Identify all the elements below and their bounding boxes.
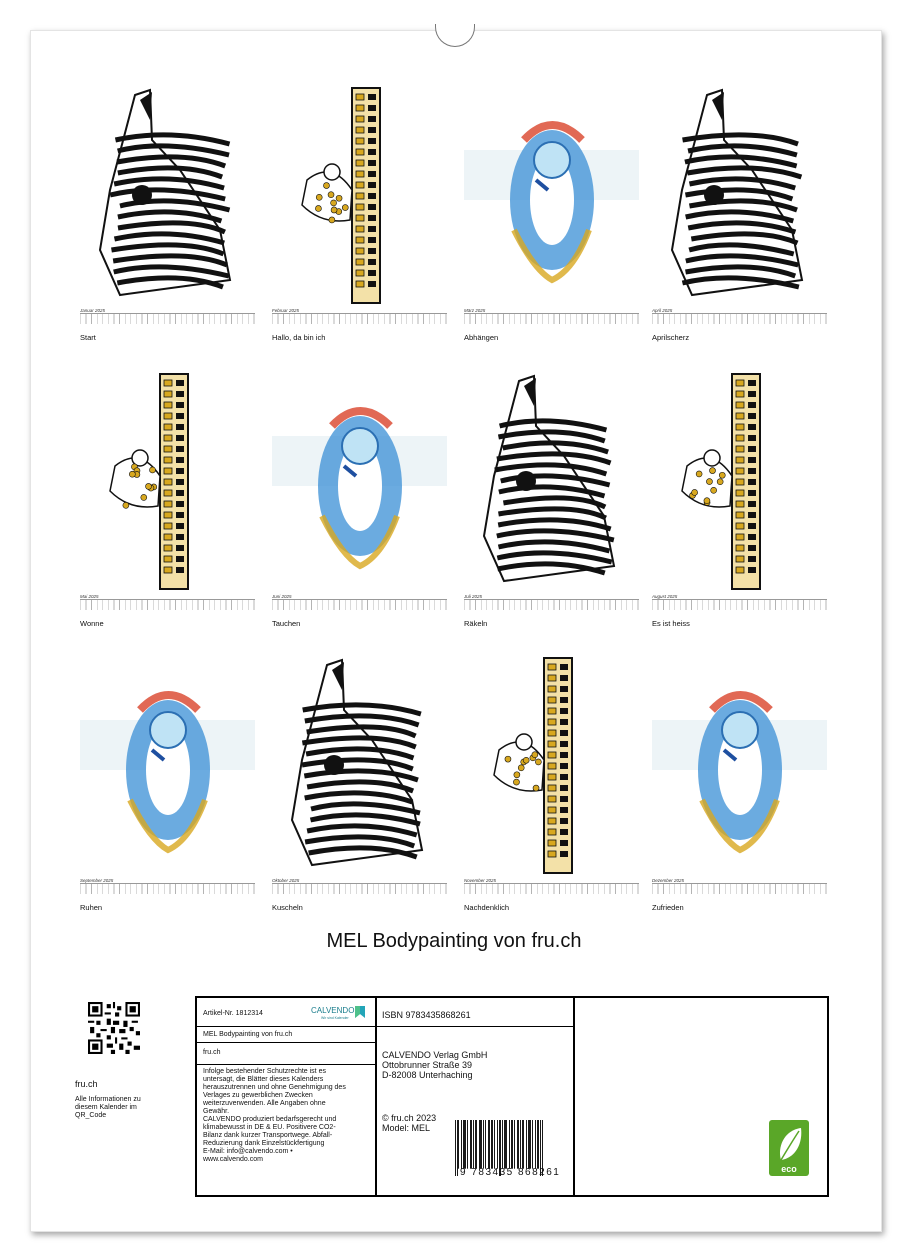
calendar-days bbox=[80, 884, 255, 894]
month-block bbox=[80, 80, 255, 350]
barcode-bar bbox=[479, 1120, 480, 1169]
barcode-bar bbox=[529, 1120, 530, 1169]
month-block bbox=[464, 80, 639, 350]
month-block bbox=[80, 366, 255, 636]
legal-line: Bilanz dank kurzer Transportwege. Abfall- bbox=[203, 1132, 333, 1139]
calendar-days bbox=[464, 314, 639, 324]
calendar-days bbox=[272, 600, 447, 610]
left-author: fru.ch bbox=[75, 1079, 98, 1089]
artikel-row bbox=[197, 998, 375, 1027]
calendar-days bbox=[272, 314, 447, 324]
bodypainting-image bbox=[464, 80, 639, 310]
barcode-bar bbox=[535, 1120, 536, 1169]
calendar-strip bbox=[464, 594, 639, 612]
calendar-strip bbox=[464, 878, 639, 896]
calendar-days bbox=[652, 600, 827, 610]
legal-line: CALVENDO produziert bedarfsgerecht und bbox=[203, 1116, 337, 1123]
publisher-name: CALVENDO Verlag GmbH bbox=[382, 1050, 488, 1060]
barcode-bar bbox=[489, 1120, 490, 1169]
calendar-strip bbox=[80, 878, 255, 896]
barcode-bar bbox=[537, 1120, 538, 1169]
month-name: Oktober 2025 bbox=[272, 878, 300, 883]
month-block bbox=[464, 366, 639, 636]
bodypainting-image bbox=[652, 650, 827, 880]
eco-badge bbox=[769, 1120, 809, 1176]
calendar-strip bbox=[272, 308, 447, 326]
qr-code bbox=[88, 1002, 140, 1054]
month-name: Juni 2025 bbox=[272, 594, 292, 599]
month-block bbox=[464, 650, 639, 920]
barcode-bar bbox=[538, 1120, 539, 1169]
barcode-bar bbox=[491, 1120, 492, 1169]
barcode-bar bbox=[480, 1120, 481, 1169]
barcode-bar bbox=[471, 1120, 472, 1169]
barcode-bar bbox=[504, 1120, 505, 1169]
barcode-bar bbox=[483, 1120, 484, 1169]
bodypainting-image bbox=[272, 650, 447, 880]
barcode-number: 9 783435 868261 bbox=[460, 1167, 561, 1178]
calendar-days bbox=[464, 884, 639, 894]
month-name: Dezember 2025 bbox=[652, 878, 685, 883]
month-name: Juli 2025 bbox=[464, 594, 483, 599]
qr-note-line-1: Alle Informationen zu bbox=[75, 1096, 141, 1103]
legal-line: untersagt, die Blätter dieses Kalenders bbox=[203, 1076, 324, 1083]
legal-line: Gewähr. bbox=[203, 1108, 230, 1115]
barcode-bar bbox=[514, 1120, 515, 1169]
bodypainting-image bbox=[652, 366, 827, 596]
legal-line: www.calvendo.com bbox=[203, 1156, 263, 1163]
barcode-bar bbox=[526, 1120, 527, 1169]
calendar-strip bbox=[80, 594, 255, 612]
month-name: April 2025 bbox=[652, 308, 673, 313]
calendar-days bbox=[652, 314, 827, 324]
barcode-bar bbox=[530, 1120, 531, 1169]
author-row bbox=[197, 1042, 375, 1065]
barcode-bar bbox=[485, 1120, 486, 1169]
barcode-bar bbox=[464, 1120, 465, 1169]
product-author: fru.ch bbox=[203, 1049, 221, 1056]
month-name: August 2025 bbox=[652, 594, 678, 599]
eco-label: eco bbox=[781, 1164, 797, 1174]
calvendo-logo bbox=[309, 1004, 367, 1022]
publisher-city: D-82008 Unterhaching bbox=[382, 1070, 473, 1080]
calendar-strip bbox=[652, 878, 827, 896]
barcode-bar bbox=[488, 1120, 489, 1169]
qr-note-line-3: QR_Code bbox=[75, 1112, 107, 1119]
month-block bbox=[652, 80, 827, 350]
barcode-bar bbox=[455, 1120, 456, 1176]
leaf-icon bbox=[769, 1120, 809, 1176]
product-title-row bbox=[197, 1026, 375, 1043]
barcode-bar bbox=[518, 1120, 519, 1169]
month-block bbox=[272, 80, 447, 350]
barcode-bar bbox=[511, 1120, 512, 1169]
month-block bbox=[652, 366, 827, 636]
barcode-bar bbox=[476, 1120, 477, 1169]
legal-line: Infolge bestehender Schutzrechte ist es bbox=[203, 1068, 326, 1075]
product-title: MEL Bodypainting von fru.ch bbox=[203, 1031, 293, 1038]
calvendo-brand: CALVENDO bbox=[311, 1006, 355, 1015]
month-block bbox=[80, 650, 255, 920]
month-caption: Zufrieden bbox=[652, 903, 684, 912]
info-col-product bbox=[197, 998, 377, 1195]
month-caption: Kuscheln bbox=[272, 903, 303, 912]
calendar-days bbox=[652, 884, 827, 894]
bodypainting-image bbox=[272, 366, 447, 596]
barcode-bar bbox=[494, 1120, 495, 1169]
calendar-strip bbox=[652, 308, 827, 326]
bodypainting-image bbox=[80, 366, 255, 596]
bodypainting-image bbox=[652, 80, 827, 310]
barcode-bar bbox=[520, 1120, 521, 1169]
legal-line: herauszutrennen und ohne Genehmigung des bbox=[203, 1084, 346, 1091]
month-caption: Nachdenklich bbox=[464, 903, 510, 912]
barcode-bar bbox=[512, 1120, 513, 1169]
bodypainting-image bbox=[80, 650, 255, 880]
barcode-bar bbox=[465, 1120, 466, 1169]
legal-line: weiterzuverwenden. Alle Angaben ohne bbox=[203, 1100, 326, 1107]
barcode-bar bbox=[506, 1120, 507, 1169]
month-caption: Räkeln bbox=[464, 619, 488, 628]
bodypainting-image bbox=[272, 80, 447, 310]
isbn: ISBN 9783435868261 bbox=[382, 1010, 471, 1020]
bodypainting-image bbox=[80, 80, 255, 310]
legal-text bbox=[203, 1068, 371, 1164]
barcode-bar bbox=[473, 1120, 474, 1169]
barcode-bar bbox=[470, 1120, 471, 1169]
barcode-bar bbox=[475, 1120, 476, 1169]
model: Model: MEL bbox=[382, 1123, 431, 1133]
barcode-bar bbox=[502, 1120, 503, 1169]
barcode-bar bbox=[481, 1120, 482, 1169]
month-caption: Aprilscherz bbox=[652, 333, 690, 342]
qr-note-line-2: diesem Kalender im bbox=[75, 1104, 137, 1111]
barcode-bar bbox=[532, 1120, 533, 1169]
bodypainting-image bbox=[464, 650, 639, 880]
barcode-bar bbox=[523, 1120, 524, 1169]
month-caption: Es ist heiss bbox=[652, 619, 690, 628]
calendar-strip bbox=[80, 308, 255, 326]
calendar-days bbox=[80, 600, 255, 610]
month-caption: Start bbox=[80, 333, 96, 342]
legal-line: Verlages zu gewerblichen Zwecken bbox=[203, 1092, 313, 1099]
calendar-strip bbox=[272, 594, 447, 612]
barcode-bar bbox=[509, 1120, 510, 1169]
barcode-bar bbox=[463, 1120, 464, 1169]
calendar-strip bbox=[652, 594, 827, 612]
bodypainting-image bbox=[464, 366, 639, 596]
calendar-days bbox=[464, 600, 639, 610]
calendar-days bbox=[80, 314, 255, 324]
barcode-bar bbox=[457, 1120, 458, 1176]
barcode-bar bbox=[522, 1120, 523, 1169]
calvendo-sub: Wir sind Kalender bbox=[321, 1016, 349, 1020]
month-name: November 2025 bbox=[464, 878, 497, 883]
publisher-street: Ottobrunner Straße 39 bbox=[382, 1060, 473, 1070]
month-caption: Hallo, da bin ich bbox=[272, 333, 326, 342]
page-title: MEL Bodypainting von fru.ch bbox=[326, 930, 582, 952]
month-caption: Abhängen bbox=[464, 333, 499, 342]
calendar-days bbox=[272, 884, 447, 894]
legal-line: klimabewusst in DE & EU. Positivere CO2- bbox=[203, 1124, 336, 1131]
month-block bbox=[652, 650, 827, 920]
legal-line: Reduzierung dank Einzelstückfertigung bbox=[203, 1140, 325, 1147]
calendar-strip bbox=[464, 308, 639, 326]
month-name: März 2025 bbox=[464, 308, 486, 313]
barcode-bar bbox=[461, 1120, 462, 1169]
artikel-number: Artikel-Nr. 1812314 bbox=[203, 1010, 263, 1017]
legal-line: E-Mail: info@calvendo.com • bbox=[203, 1148, 293, 1155]
barcode-bar bbox=[497, 1120, 498, 1169]
calendar-strip bbox=[272, 878, 447, 896]
month-caption: Tauchen bbox=[272, 619, 301, 628]
barcode-bar bbox=[505, 1120, 506, 1169]
month-caption: Wonne bbox=[80, 619, 104, 628]
month-block bbox=[272, 650, 447, 920]
barcode-bar bbox=[467, 1120, 468, 1169]
copyright: © fru.ch 2023 bbox=[382, 1113, 437, 1123]
month-block bbox=[272, 366, 447, 636]
barcode-bar bbox=[528, 1120, 529, 1169]
month-name: Mai 2025 bbox=[80, 594, 99, 599]
barcode-bar bbox=[458, 1120, 459, 1169]
barcode-bar bbox=[517, 1120, 518, 1169]
month-name: Januar 2025 bbox=[80, 308, 106, 313]
month-name: September 2025 bbox=[80, 878, 114, 883]
month-name: Februar 2025 bbox=[272, 308, 300, 313]
month-caption: Ruhen bbox=[80, 903, 103, 912]
barcode-bar bbox=[492, 1120, 493, 1169]
